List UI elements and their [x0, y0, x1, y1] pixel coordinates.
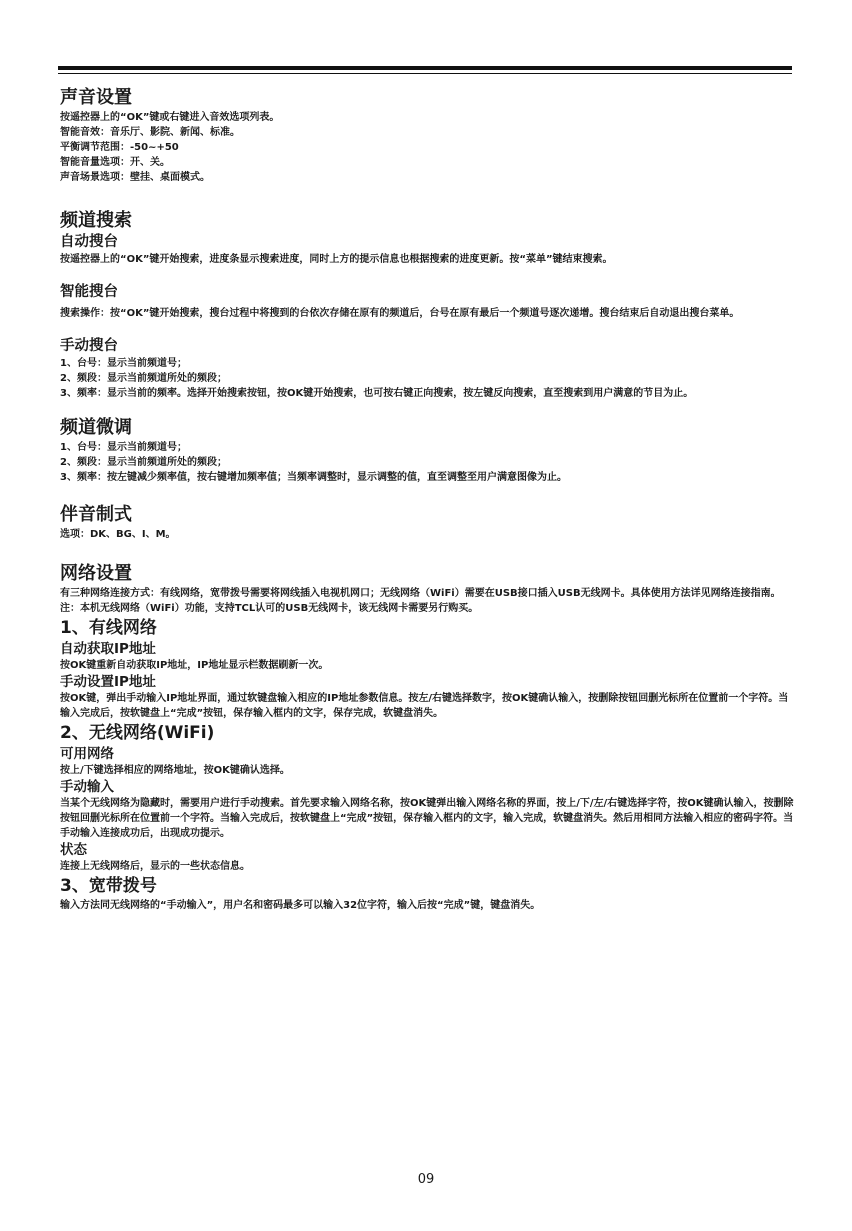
audio-system-text: 选项：DK、BG、I、M。 [60, 529, 176, 540]
auto-search-text: 按遥控器上的“OK”键开始搜索，进度条显示搜索进度，同时上方的提示信息也根据搜索的进度更新。按“菜单”键结束搜索。 [60, 254, 613, 265]
manual-ip-title: 手动设置IP地址 [60, 674, 156, 690]
smart-search-title: 智能搜台 [60, 284, 118, 300]
section-search [60, 209, 794, 401]
available-networks-text: 按上/下键选择相应的网络地址，按OK键确认选择。 [60, 765, 290, 776]
status-title: 状态 [60, 842, 87, 858]
sound-line: 智能音效：音乐厅、影院、新闻、标准。 [60, 127, 240, 138]
dialup-title: 3、宽带拨号 [60, 876, 157, 896]
smart-search-text: 搜索操作：按“OK”键开始搜索，搜台过程中将搜到的台依次存储在原有的频道后，台号在原有最后一个频道号逐次递增。搜台结束后自动退出搜台菜单。 [60, 308, 740, 319]
header-rule-thin [58, 73, 792, 74]
sound-line: 按遥控器上的“OK”键或右键进入音效选项列表。 [60, 112, 280, 123]
finetune-item: 1、台号：显示当前频道号； [60, 442, 187, 453]
available-networks-title: 可用网络 [60, 746, 114, 762]
network-title: 网络设置 [60, 563, 132, 584]
manual-input-text: 当某个无线网络为隐藏时，需要用户进行手动搜索。首先要求输入网络名称，按OK键弹出输入网络名称的界面，按上/下/左/右键选择字符，按OK键确认输入，按删除按钮回删光标所在位置前一个字符。当输入完成后，按软键盘上“完成”按钮，保存输入框内的文字，输入完成，软键盘消失。然后用相同方法输入相应的密码字符。当手动输入连接成功后，出现成功提示。 [60, 798, 794, 839]
manual-input-title: 手动输入 [60, 779, 114, 795]
auto-ip-text: 按OK键重新自动获取IP地址，IP地址显示栏数据刷新一次。 [60, 660, 329, 671]
header-rule-thick [58, 66, 792, 70]
page-number: 09 [417, 1172, 435, 1187]
section-sound [60, 86, 794, 185]
manual-search-item: 1、台号：显示当前频道号； [60, 358, 187, 369]
finetune-item: 3、频率：按左键减少频率值，按右键增加频率值；当频率调整时，显示调整的值，直至调整至用户满意图像为止。 [60, 472, 567, 483]
manual-search-item: 3、频率：显示当前的频率。选择开始搜索按钮，按OK键开始搜索，也可按右键正向搜索，按左键反向搜索，直至搜索到用户满意的节目为止。 [60, 388, 694, 399]
dialup-text: 输入方法同无线网络的“手动输入”，用户名和密码最多可以输入32位字符，输入后按“完成”键，键盘消失。 [60, 900, 541, 911]
section-finetune [60, 416, 794, 485]
sound-title: 声音设置 [60, 87, 132, 108]
manual-ip-text: 按OK键，弹出手动输入IP地址界面，通过软键盘输入相应的IP地址参数信息。按左/右键选择数字，按OK键确认输入，按删除按钮回删光标所在位置前一个字符。当输入完成后，按软键盘上“完成”按钮，保存输入框内的文字，保存完成，软键盘消失。 [60, 693, 789, 719]
audio-system-title: 伴音制式 [60, 504, 132, 525]
section-audio-system [60, 503, 794, 542]
auto-ip-title: 自动获取IP地址 [60, 641, 156, 657]
network-intro: 有三种网络连接方式：有线网络，宽带拨号需要将网线插入电视机网口；无线网络（WiFi）需要在USB接口插入USB无线网卡。具体使用方法详见网络连接指南。 [60, 588, 781, 599]
sound-line: 声音场景选项：壁挂、桌面模式。 [60, 172, 210, 183]
sound-line: 智能音量选项：开、关。 [60, 157, 170, 168]
section-network [60, 562, 794, 913]
status-text: 连接上无线网络后，显示的一些状态信息。 [60, 861, 250, 872]
sound-line: 平衡调节范围：-50~+50 [60, 142, 179, 153]
search-title: 频道搜索 [60, 210, 132, 231]
finetune-title: 频道微调 [60, 417, 132, 438]
wireless-title: 2、无线网络(WiFi) [60, 723, 215, 743]
auto-search-title: 自动搜台 [60, 234, 118, 250]
wired-title: 1、有线网络 [60, 618, 157, 638]
manual-search-item: 2、频段：显示当前频道所处的频段； [60, 373, 227, 384]
manual-search-title: 手动搜台 [60, 338, 118, 354]
page-content [60, 86, 794, 913]
network-note: 注：本机无线网络（WiFi）功能，支持TCL认可的USB无线网卡，该无线网卡需要另行购买。 [60, 603, 479, 614]
finetune-item: 2、频段：显示当前频道所处的频段； [60, 457, 227, 468]
